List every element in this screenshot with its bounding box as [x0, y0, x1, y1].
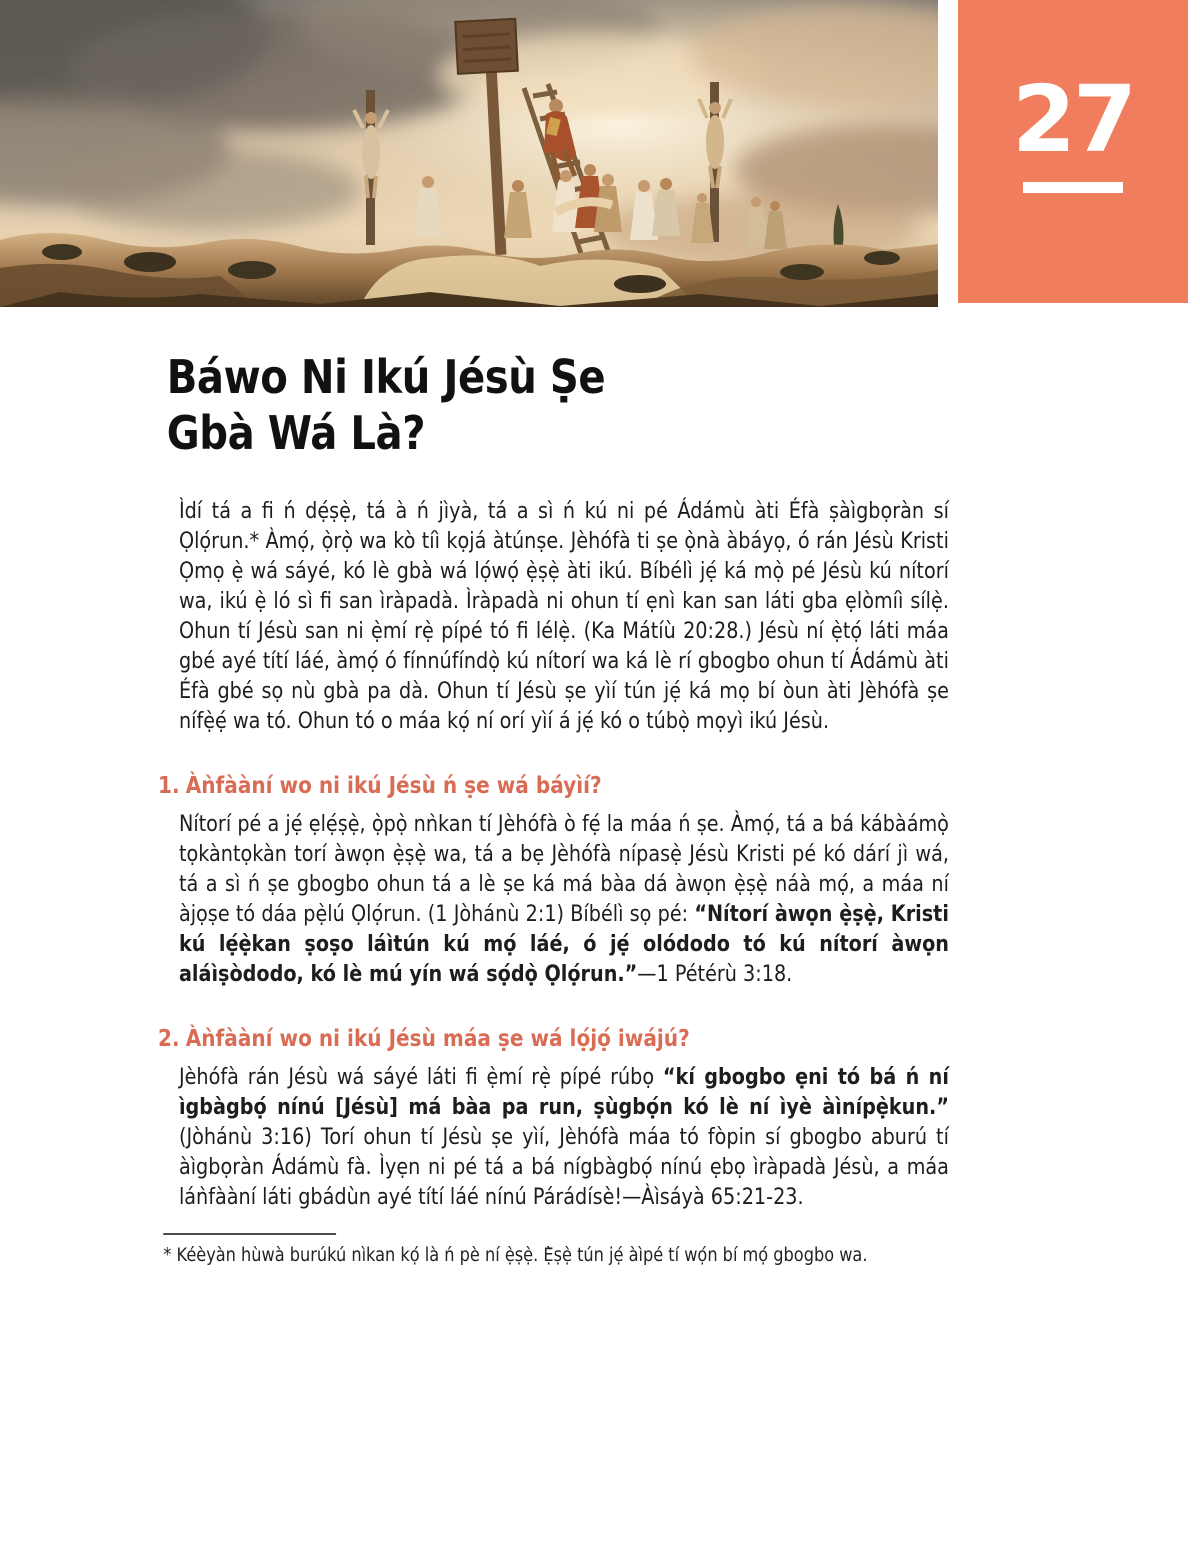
chapter-number-badge	[958, 0, 1188, 303]
question-1-paragraph: Nítorí pé a jẹ́ ẹlẹ́ṣẹ̀, ọ̀pọ̀ nǹkan tí Jèhófà ò fẹ́ la máa ń ṣe. Àmọ́, tá a bá kábàámọ̀ tọkàntọkàn torí àwọn ẹ̀ṣẹ̀ wa, tá a bẹ Jèhófà nípasẹ̀ Jésù Kristi pé kó dárí jì wá, tá a sì ń ṣe gbogbo ohun tá a lè ṣe ká má bàa dá àwọn ẹ̀ṣẹ̀ náà mọ́, a máa ní àjọṣe tó dáa pẹ̀lú Ọlọ́run. (1 Jòhánù 2:1) Bíbélì sọ pé: “Nítorí àwọn ẹ̀ṣẹ̀, Kristi kú lẹ́ẹ̀kan ṣoṣo láìtún kú mọ́ láé, ó jẹ́ olódodo tó kú nítorí àwọn aláìṣòdodo, kó lè mú yín wá sọ́dọ̀ Ọlọ́run.”—1 Pétérù 3:18.	[178, 812, 949, 987]
crucifixion-scene-illustration	[0, 0, 938, 307]
question-2-heading	[158, 1024, 949, 1054]
header-illustration	[0, 0, 938, 307]
footnote	[163, 1244, 949, 1268]
page-title-line-1: Báwo Ni Ikú Jésù Ṣe	[166, 350, 606, 404]
page-title-line-2: Gbà Wá Là?	[166, 406, 426, 460]
intro-paragraph: Ìdí tá a fi ń dẹ́ṣẹ̀, tá à ń jìyà, tá a sì ń kú ni pé Ádámù àti Éfà ṣàìgbọràn sí Ọlọ́run.* Àmọ́, ọ̀rọ̀ wa kò tíì kọjá àtúnṣe. Jèhófà ti ṣe ọ̀nà àbáyọ, ó rán Jésù Kristi Ọmọ ẹ̀ wá sáyé, kó lè gbà wá lọ́wọ́ ẹ̀ṣẹ̀ àti ikú. Bíbélì jẹ́ ká mọ̀ pé Jésù kú nítorí wa, ikú ẹ̀ ló sì fi san ìràpadà. Ìràpadà ni ohun tí ẹnì kan san láti gba ẹlòmíì sílẹ̀. Ohun tí Jésù san ni ẹ̀mí rẹ̀ pípé tó fi lélẹ̀. (Ka Mátíù 20:28.) Jésù ní ẹ̀tọ́ láti máa gbé ayé títí láé, àmọ́ ó fínnúfíndọ̀ kú nítorí wa ká lè rí gbogbo ohun tí Ádámù àti Éfà gbé sọ nù gbà pa dà. Ohun tí Jésù ṣe yìí tún jẹ́ ká mọ bí òun àti Jèhófà ṣe nífẹ̀ẹ́ wa tó. Ohun tó o máa kọ́ ní orí yìí á jẹ́ kó o túbọ̀ mọyì ikú Jésù.	[178, 499, 949, 734]
page-title	[167, 349, 949, 461]
question-1-text: Àǹfààní wo ni ikú Jésù ń ṣe wá báyìí?	[185, 773, 602, 799]
content-column	[158, 307, 949, 1268]
chapter-number: 27	[1011, 66, 1135, 173]
footnote-marker: *	[163, 1245, 172, 1266]
question-2-paragraph: Jèhófà rán Jésù wá sáyé láti fi ẹ̀mí rẹ̀ pípé rúbọ “kí gbogbo ẹni tó bá ń ní ìgbàgbọ́ nínú [Jésù] má bàa pa run, ṣùgbọ́n kó lè ní ìyè àìnípẹ̀kun.” (Jòhánù 3:16) Torí ohun tí Jésù ṣe yìí, Jèhófà máa tó fòpin sí gbogbo aburú tí àìgbọràn Ádámù fà. Ìyẹn ni pé tá a bá nígbàgbọ́ nínú ẹbọ ìràpadà Jésù, a máa láǹfààní láti gbádùn ayé títí láé nínú Párádísè!—Àìsáyà 65:21-23.	[178, 1065, 949, 1210]
footnote-divider	[163, 1233, 336, 1235]
question-1-heading	[158, 771, 949, 801]
question-1-number: 1.	[158, 773, 180, 799]
footnote-text: Kéèyàn hùwà burúkú nìkan kọ́ là ń pè ní ẹ̀ṣẹ̀. Ẹ̀ṣẹ̀ tún jẹ́ àìpé tí wọ́n bí mọ́ gbogbo wa.	[176, 1245, 868, 1266]
question-2-text: Àǹfààní wo ni ikú Jésù máa ṣe wá lọ́jọ́ iwájú?	[185, 1026, 690, 1052]
chapter-number-underline	[1023, 182, 1123, 193]
question-2-number: 2.	[158, 1026, 180, 1052]
